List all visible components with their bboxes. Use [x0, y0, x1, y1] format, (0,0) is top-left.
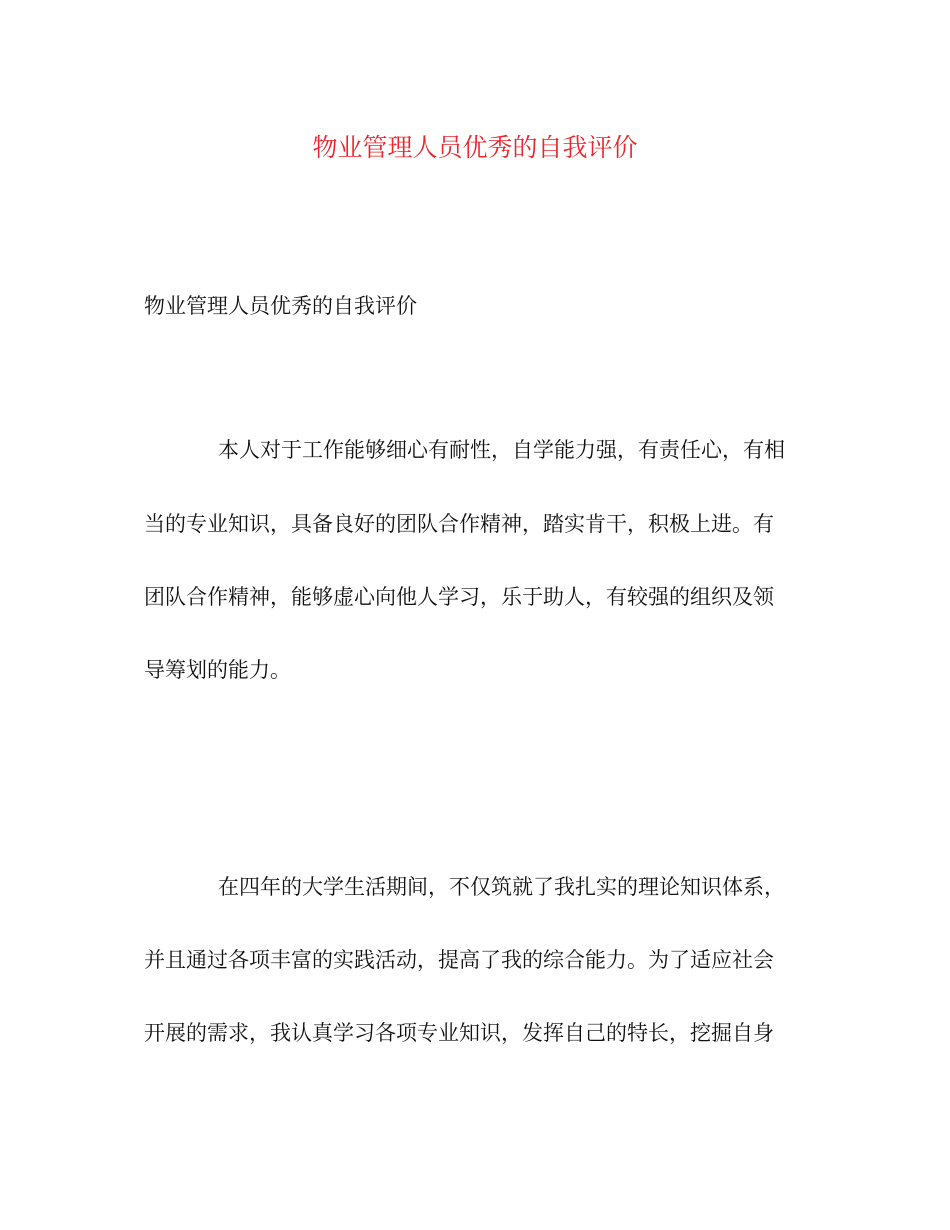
- paragraph-line: 导筹划的能力。: [144, 658, 291, 682]
- paragraph-line: 本人对于工作能够细心有耐性，自学能力强，有责任心，有相: [218, 438, 785, 462]
- document-subtitle: 物业管理人员优秀的自我评价: [144, 294, 417, 318]
- paragraph-line: 在四年的大学生活期间，不仅筑就了我扎实的理论知识体系，: [218, 875, 785, 899]
- paragraph-line: 当的专业知识，具备良好的团队合作精神，踏实肯干，积极上进。有: [144, 512, 774, 536]
- paragraph-line: 团队合作精神，能够虚心向他人学习，乐于助人，有较强的组织及领: [144, 585, 774, 609]
- paragraph-line: 并且通过各项丰富的实践活动，提高了我的综合能力。为了适应社会: [144, 948, 774, 972]
- paragraph-line: 开展的需求，我认真学习各项专业知识，发挥自己的特长，挖掘自身: [144, 1021, 774, 1045]
- page-title: 物业管理人员优秀的自我评价: [312, 133, 638, 162]
